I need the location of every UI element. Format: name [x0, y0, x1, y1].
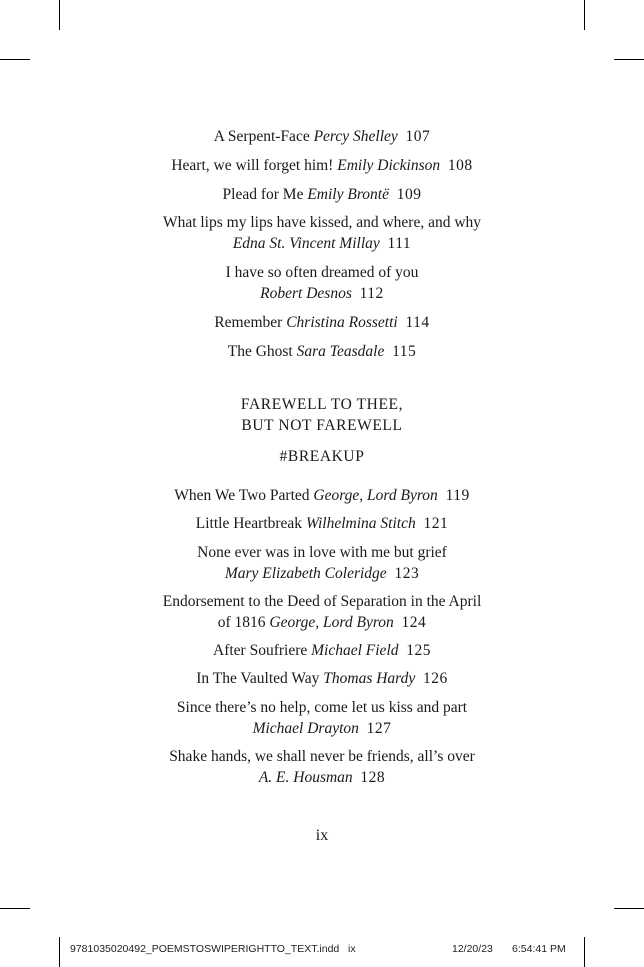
entry-author: Emily Brontë	[307, 186, 389, 203]
entry-author: Robert Desnos	[260, 285, 352, 302]
entry-title: What lips my lips have kissed, and where, and why	[162, 214, 482, 231]
entry-author: Sara Teasdale	[296, 343, 385, 360]
toc-entry	[0, 485, 644, 506]
crop-mark-left-top	[0, 59, 30, 60]
entry-page: 111	[387, 235, 412, 252]
entry-title: Since there’s no help, come let us kiss and part	[176, 699, 468, 716]
entry-page: 125	[406, 642, 431, 659]
crop-mark-bottom-left	[59, 937, 60, 967]
entry-title: Heart, we will forget him!	[171, 157, 338, 174]
section-tag: #BREAKUP	[279, 448, 365, 465]
entry-title: Shake hands, we shall never be friends, all’s over	[169, 748, 475, 765]
entry-title: None ever was in love with me but grief	[197, 544, 447, 561]
toc-entry	[0, 668, 644, 689]
entry-title-continued: of 1816	[217, 614, 270, 631]
entry-title: When We Two Parted	[174, 487, 314, 504]
toc-entry	[0, 746, 644, 788]
entry-author: Mary Elizabeth Coleridge	[224, 565, 387, 582]
entry-title: In The Vaulted Way	[196, 670, 324, 687]
toc-entry	[0, 542, 644, 584]
entry-title: Endorsement to the Deed of Separation in the April	[162, 593, 482, 610]
crop-mark-top-right	[584, 0, 585, 30]
section-heading-line1: FAREWELL TO THEE,	[240, 396, 404, 413]
toc-entry	[0, 262, 644, 304]
crop-mark-left-bottom	[0, 908, 30, 909]
toc-entry	[0, 126, 644, 147]
toc-entry	[0, 312, 644, 333]
toc-entry	[0, 184, 644, 205]
entry-author: George, Lord Byron	[269, 614, 394, 631]
entry-page: 107	[405, 128, 431, 145]
section-heading	[0, 394, 644, 436]
entry-title: After Soufriere	[213, 642, 312, 659]
entry-author: Percy Shelley	[313, 128, 398, 145]
toc-entry	[0, 640, 644, 661]
entry-page: 127	[366, 720, 392, 737]
entry-title: The Ghost	[227, 343, 297, 360]
section-heading-line2: BUT NOT FAREWELL	[241, 417, 403, 434]
entry-page: 121	[423, 515, 449, 532]
entry-author: Wilhelmina Stitch	[305, 515, 416, 532]
toc-entry	[0, 341, 644, 362]
entry-author: Christina Rossetti	[286, 314, 398, 331]
entry-page: 115	[392, 343, 417, 360]
crop-mark-top-left	[59, 0, 60, 30]
page-number: ix	[315, 827, 329, 844]
entry-page: 126	[423, 670, 448, 687]
entry-page: 123	[394, 565, 420, 582]
entry-author: Emily Dickinson	[337, 157, 441, 174]
entry-title: Plead for Me	[222, 186, 308, 203]
entry-title: A Serpent-Face	[213, 128, 314, 145]
entry-author: Edna St. Vincent Millay	[232, 235, 380, 252]
entry-page: 112	[359, 285, 384, 302]
crop-mark-right-bottom	[614, 908, 644, 909]
entry-author: Michael Field	[311, 642, 399, 659]
crop-mark-right-top	[614, 59, 644, 60]
entry-page: 108	[447, 157, 473, 174]
slug-time: 6:54:41 PM	[512, 943, 566, 955]
toc-entry	[0, 591, 644, 633]
crop-mark-bottom-right	[584, 937, 585, 967]
entry-author: Thomas Hardy	[323, 670, 416, 687]
entry-author: George, Lord Byron	[313, 487, 438, 504]
slug-date: 12/20/23	[452, 943, 493, 955]
toc-entry	[0, 155, 644, 176]
toc-entry	[0, 697, 644, 739]
toc-entry	[0, 212, 644, 254]
entry-author: A. E. Housman	[258, 769, 353, 786]
entry-page: 128	[360, 769, 386, 786]
entry-author: Michael Drayton	[252, 720, 359, 737]
entry-title: Remember	[214, 314, 287, 331]
entry-page: 124	[401, 614, 427, 631]
entry-page: 119	[445, 487, 470, 504]
slug-filename: 9781035020492_POEMSTOSWIPERIGHTTO_TEXT.indd ix	[70, 943, 356, 955]
toc-entry	[0, 513, 644, 534]
entry-page: 109	[396, 186, 422, 203]
entry-title: Little Heartbreak	[195, 515, 306, 532]
entry-title: I have so often dreamed of you	[225, 264, 419, 281]
entry-page: 114	[405, 314, 430, 331]
